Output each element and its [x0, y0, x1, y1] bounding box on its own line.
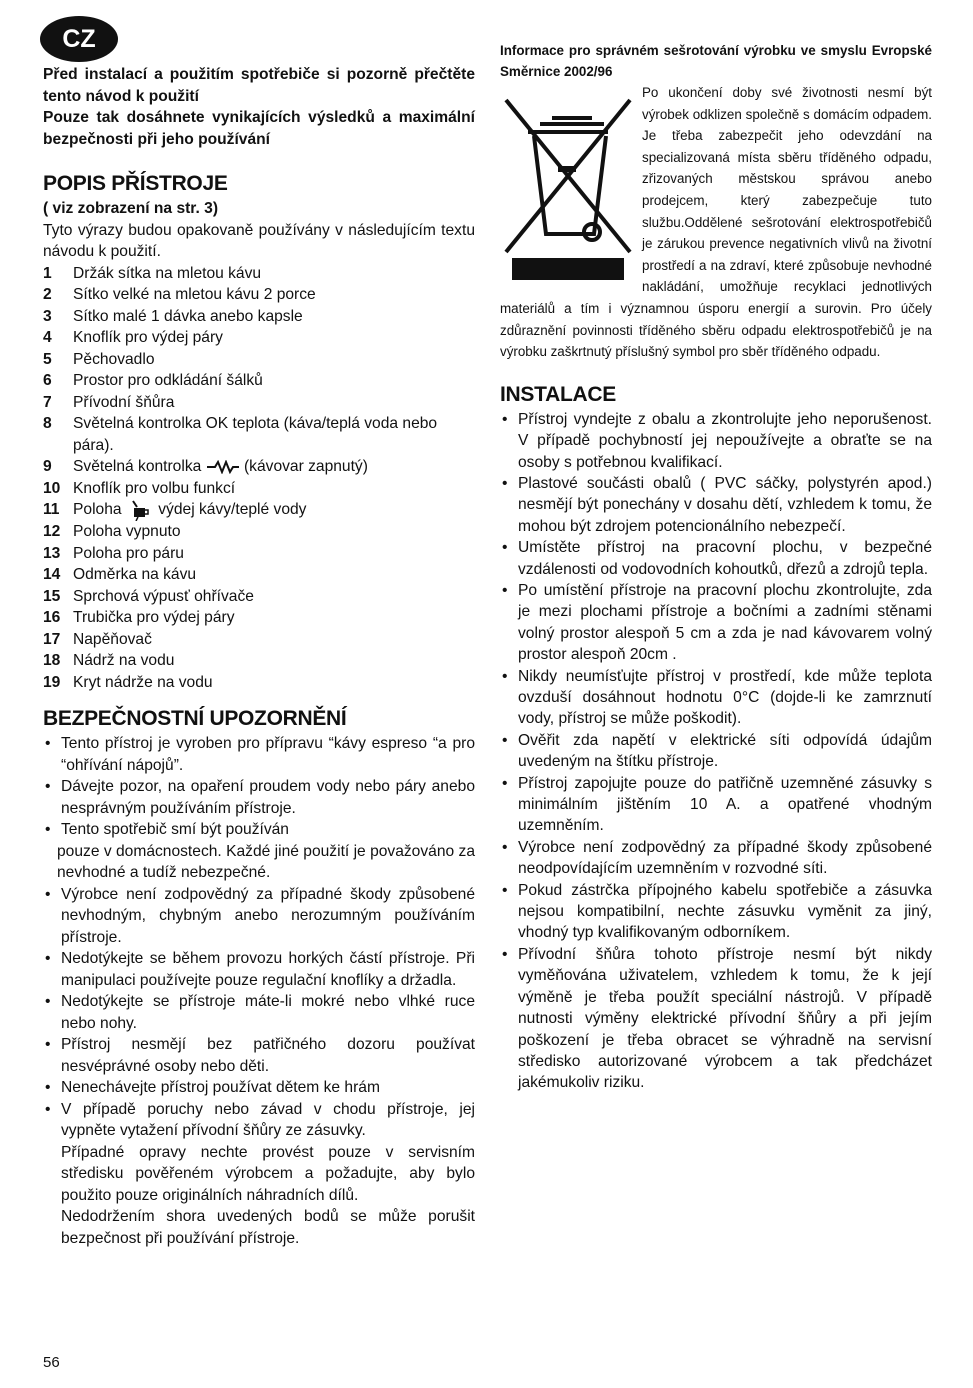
list-item: • Přívodní šňůra tohoto přístroje nesmí být nikdy vyměňována uživatelem, vzhledem k tomu, že k její výměně je třeba použít speciální nástrojů. V případě nutnosti výměny elektrické přívodní šňůry a při jejím poškození je třeba obracet se výhradně na servisní středisko autorizované výrobcem a tak předcházet jakémukoliv riziku.	[502, 945, 932, 1092]
list-item: • Nedotýkejte se během provozu horkých částí přístroje. Při manipulaci používejte pouze regulační knoflíky a držadla.	[45, 950, 475, 989]
list-item: • Přístroj vyndejte z obalu a zkontrolujte jeho neporušenost. V případě pochybností jej nepoužívejte a obraťte se na osoby s potřebnou kvalifikací.	[502, 410, 932, 471]
list-item: 15 Sprchová výpusť ohřívače	[43, 587, 254, 605]
list-item: 18 Nádrž na vodu	[43, 652, 175, 669]
weee-block	[500, 82, 932, 363]
list-item: 12 Poloha vypnuto	[43, 523, 181, 540]
list-item: 19 Kryt nádrže na vodu	[43, 673, 213, 691]
weee-title: Informace pro správném sešrotování výrobku ve smyslu Evropské Směrnice 2002/96	[500, 43, 932, 79]
install-list	[500, 409, 932, 1094]
list-item: • Přístroj zapojujte pouze do patřičně uzemněné zásuvky s minimálním jištěním 10 A. a opatřené vhodným uzemněním.	[502, 774, 932, 835]
popis-text: Tyto výrazy budou opakovaně používány v následujícím textu návodu k použití.	[43, 221, 475, 260]
list-item: 4 Knoflík pro výdej páry	[43, 329, 223, 346]
safety-heading: BEZPEČNOSTNÍ UPOZORNĚNÍ	[43, 707, 347, 730]
list-item: • Umístěte přístroj na pracovní plochu, v bezpečné vzdálenosti od vodovodních kohoutků, dřezů a zdrojů tepla.	[502, 539, 932, 578]
list-item: 2 Sítko velké na mletou kávu 2 porce	[43, 286, 316, 303]
left-column	[43, 64, 475, 1249]
list-item: 8 Světelná kontrolka OK teplota (káva/teplá voda nebo pára).	[43, 415, 438, 454]
weee-text: Po ukončení doby své životnosti nesmí být výrobek odklizen společně s domácím odpadem. Je třeba zabezpečit jeho odevzdání na specializovaná místa sběru tříděného odpadu, zřizovaných městskou správou anebo prodejcem, který zabezpečuje tuto službu.Oddělené sešrotování elektrospotřebičů je zárukou prevence negativních vlivů na životní prostředí a na zdraví, které způsobuje nevhodné nakládání, umožňuje recyklaci jednotlivých materiálů a tím i významnou úsporu energií a surovin. Pro účely zdůraznění povinnosti tříděného sběru odpadu elektrospotřebičů je na výrobku zaškrtnutý příslušný symbol pro sběr tříděného odpadu.	[500, 85, 932, 360]
list-item: • Dávejte pozor, na opaření proudem vody nebo páry anebo nesprávným používáním přístroje.	[45, 778, 475, 817]
list-item: 13 Poloha pro páru	[43, 544, 184, 562]
list-item: • Přístroj nesmějí bez patřičného dozoru používat nesvéprávné osoby nebo děti.	[45, 1036, 475, 1075]
list-item: • Po umístění přístroje na pracovní plochu zkontrolujte, zda je mezi plochami přístroje a bočními a zadními stěnami volný prostor alespoň 5 cm a zda je nad kávovarem volný prostor alespoň 20cm .	[502, 581, 932, 664]
popis-subheading: ( viz zobrazení na str. 3)	[43, 200, 219, 217]
list-item: 9 Světelná kontrolka (kávovar zapnutý)	[43, 458, 368, 475]
list-item: 14 Odměrka na kávu	[43, 566, 197, 583]
list-item: • Pokud zástrčka přípojného kabelu spotřebiče a zásuvka nejsou kompatibilní, nechte zásuvku vyměnit za jiný, vhodný typ kvalifikovaným odborníkem.	[502, 881, 932, 942]
page-number: 56	[43, 1354, 60, 1371]
list-item: • Plastové součásti obalů ( PVC sáčky, polystyrén apod.) nesmějí být ponechány v dosahu dětí, vzhledem k tomu, že mohou být zdrojem potencionálního nebezpečí.	[502, 474, 932, 535]
intro-line-1: Před instalací a použitím spotřebiče si pozorně přečtěte tento návod k použití	[43, 66, 475, 105]
parts-list	[43, 263, 475, 694]
popis-heading: POPIS PŘÍSTROJE	[43, 172, 228, 195]
list-item: 6 Prostor pro odkládání šálků	[43, 372, 263, 389]
safety-paragraph: Případné opravy nechte provést pouze v servisním středisku pověřeném výrobcem a požadujte, aby bylo použito pouze originálních náhradních dílů.	[61, 1143, 475, 1204]
safety-paragraph: Nedodržením shora uvedených bodů se může porušit bezpečnost při používání přístroje.	[61, 1208, 475, 1247]
list-item: 10 Knoflík pro volbu funkcí	[43, 479, 236, 497]
right-column	[500, 40, 932, 1094]
list-item: 16 Trubička pro výdej páry	[43, 609, 235, 626]
coffee-cup-icon	[126, 499, 154, 521]
list-item: 7 Přívodní šňůra	[43, 393, 175, 411]
list-item: • Nenechávejte přístroj používat dětem ke hrám	[45, 1079, 380, 1096]
list-item: • Tento přístroj je vyroben pro přípravu “kávy espreso “a pro “ohřívání nápojů”.	[45, 735, 475, 774]
list-item: • Nikdy neumísťujte přístroj v prostředí, kde může teplota ovzduší dosáhnout hodnotu 0°C (dojde-li ke zamrznutí vody, přístroj se může poškodit).	[502, 667, 932, 728]
list-item: 1 Držák sítka na mletou kávu	[43, 264, 262, 282]
install-heading: INSTALACE	[500, 382, 616, 406]
safety-list-2	[43, 884, 475, 1142]
list-item: • Výrobce není zodpovědný za případné škody způsobené neodpovídajícím uzemněním v rozvodné síti.	[502, 838, 932, 878]
heating-indicator-icon	[206, 460, 240, 474]
list-item: • Nedotýkejte se přístroje máte-li mokré nebo vlhké ruce nebo nohy.	[45, 993, 475, 1032]
crossed-bin-icon	[500, 84, 634, 282]
intro-line-2: Pouze tak dosáhnete vynikajících výsledků a maximální bezpečnosti při jeho používání	[43, 109, 475, 148]
safety-list	[43, 733, 475, 841]
language-badge: CZ	[40, 16, 118, 62]
list-item: 17 Napěňovač	[43, 630, 152, 648]
list-item: • Ověřit zda napětí v elektrické síti odpovídá údajům uvedeným na štítku přístroje.	[502, 731, 932, 771]
list-item: • Tento spotřebič smí být používán	[45, 821, 289, 838]
list-item: 3 Sítko malé 1 dávka anebo kapsle	[43, 307, 303, 325]
list-item: • Výrobce není zodpovědný za případné škody způsobené nevhodným, chybným anebo nerozumným používáním přístroje.	[45, 885, 475, 946]
safety-continuation: pouze v domácnostech. Každé jiné použití je považováno za nevhodné a tudíž nebezpečné.	[57, 842, 475, 881]
list-item: 11 Poloha výdej kávy/teplé vody	[43, 499, 475, 521]
list-item: • V případě poruchy nebo závad v chodu přístroje, jej vypněte vytažení přívodní šňůry ze zásuvky.	[45, 1100, 475, 1139]
list-item: 5 Pěchovadlo	[43, 350, 155, 368]
